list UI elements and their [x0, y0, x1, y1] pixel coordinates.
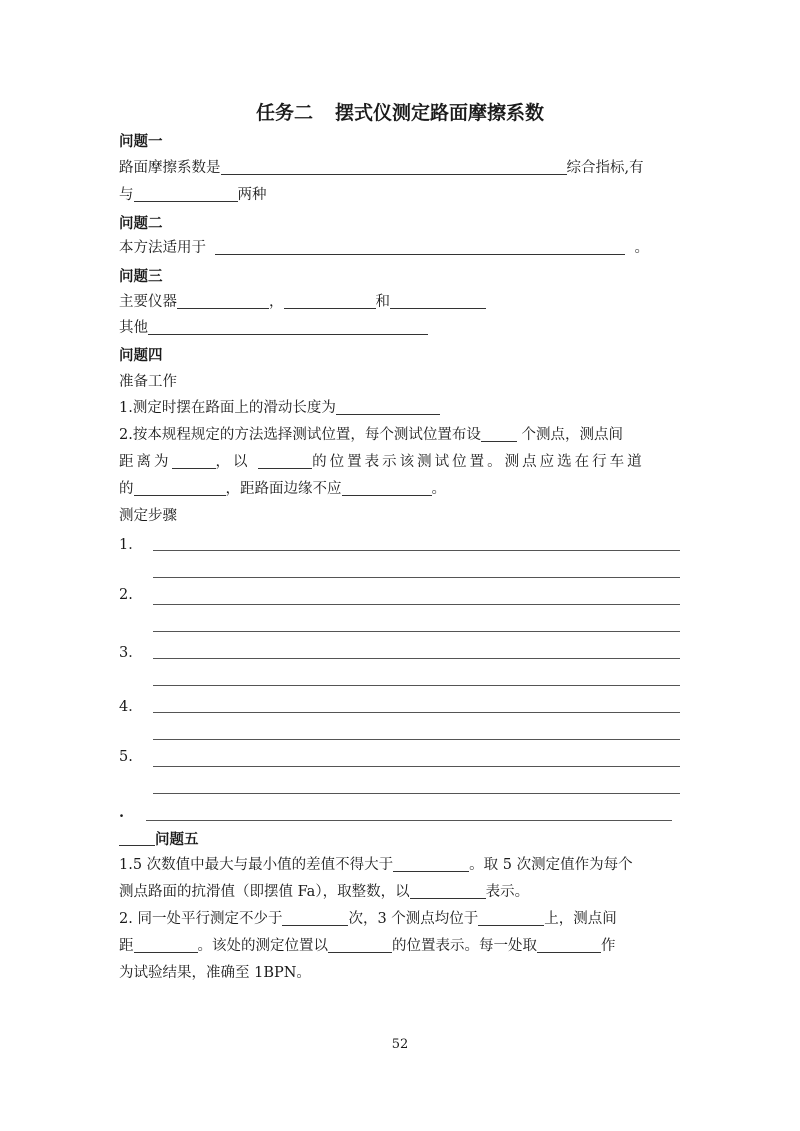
- q4-blank-1[interactable]: [336, 398, 440, 415]
- trailing-dot: .: [119, 804, 125, 821]
- q4-text: ，距路面边缘不应: [225, 481, 342, 497]
- q3-blank-1[interactable]: [177, 292, 269, 309]
- q4-blank-4[interactable]: [258, 452, 312, 469]
- step-1-line-2[interactable]: [153, 577, 680, 578]
- step-2-line-1[interactable]: [153, 604, 680, 605]
- step-5-line-2[interactable]: [153, 793, 680, 794]
- q3-blank-4[interactable]: [148, 318, 428, 335]
- q5-p2-line1: [119, 909, 617, 929]
- step-number-4: 4．: [119, 699, 143, 715]
- q5-blank-7[interactable]: [537, 936, 601, 953]
- title-topic: 摆式仪测定路面摩擦系数: [335, 102, 545, 124]
- q4-blank-3[interactable]: [172, 452, 216, 469]
- q2-line: [119, 238, 649, 258]
- step-3-line-2[interactable]: [153, 685, 680, 686]
- q1-blank-2[interactable]: [134, 185, 238, 202]
- q2-text: 本方法适用于: [119, 240, 206, 256]
- q5-text: 上，测点间: [544, 911, 617, 927]
- q1-line2: [119, 185, 267, 205]
- q3-blank-2[interactable]: [284, 292, 376, 309]
- q1-blank-1[interactable]: [221, 158, 567, 175]
- q5-blank-3[interactable]: [282, 909, 348, 926]
- page-number: 52: [391, 1037, 409, 1052]
- title-task: 任务二: [255, 102, 313, 124]
- q1-line1: [119, 158, 644, 178]
- page-title: [0, 98, 800, 125]
- q5-text: 。该处的测定位置以: [197, 938, 328, 954]
- q4-text: 个测点，测点间: [516, 427, 623, 443]
- q1-text: 综合指标,有: [566, 160, 644, 176]
- q5-p1-line2: [119, 882, 529, 902]
- q5-text: 作: [601, 938, 616, 954]
- q4-steps-label: 测定步骤: [119, 508, 177, 524]
- q5-text: 次，3 个测点均位于: [348, 911, 479, 927]
- q5-blank-4[interactable]: [478, 909, 544, 926]
- q3-heading: 问题三: [119, 269, 163, 285]
- q4-heading: 问题四: [119, 348, 163, 364]
- q3-line2: [119, 318, 428, 338]
- step-3-line-1[interactable]: [153, 658, 680, 659]
- q4-text: 。: [431, 481, 446, 497]
- q4-text: ，以: [215, 454, 251, 470]
- q5-blank-1[interactable]: [393, 855, 469, 872]
- q3-text: 主要仪器: [119, 294, 177, 310]
- q5-p2-line3: 为试验结果，准确至 1BPN。: [119, 965, 311, 981]
- q5-text: 距: [119, 938, 134, 954]
- q4-prep-label: 准备工作: [119, 374, 177, 390]
- q5-text: 1.5 次数值中最大与最小值的差值不得大于: [119, 857, 394, 873]
- q5-blank-6[interactable]: [328, 936, 392, 953]
- q4-text: 2.按本规程规定的方法选择测试位置，每个测试位置布设: [119, 427, 481, 443]
- q3-line1: [119, 292, 486, 312]
- q1-text: 与: [119, 187, 134, 203]
- q5-text: 表示。: [485, 884, 530, 900]
- q4-item2-line3: [119, 479, 446, 499]
- q4-blank-2[interactable]: [481, 425, 517, 442]
- q4-blank-5[interactable]: [134, 479, 226, 496]
- step-2-line-2[interactable]: [153, 631, 680, 632]
- q2-heading: 问题二: [119, 216, 163, 232]
- q5-p2-line2: [119, 936, 616, 956]
- q5-text: 测点路面的抗滑值（即摆值 Fa），取整数，以: [119, 884, 410, 900]
- q5-text: 2. 同一处平行测定不少于: [119, 911, 283, 927]
- q5-leading-blank[interactable]: [119, 829, 155, 846]
- step-4-line-2[interactable]: [153, 739, 680, 740]
- q4-text: 的: [119, 481, 134, 497]
- step-number-1: 1．: [119, 537, 143, 553]
- q5-heading-row: [119, 828, 199, 849]
- q4-item1: [119, 398, 440, 418]
- q4-text: 距离为: [119, 454, 172, 470]
- q5-blank-5[interactable]: [134, 936, 198, 953]
- step-number-5: 5.: [119, 749, 133, 765]
- q4-text: 1.测定时摆在路面上的滑动长度为: [119, 400, 336, 416]
- q1-text: 路面摩擦系数是: [119, 160, 221, 176]
- extra-line[interactable]: [146, 820, 672, 821]
- q3-blank-3[interactable]: [390, 292, 486, 309]
- q5-text: 的位置表示。每一处取: [392, 938, 537, 954]
- q5-p1-line1: [119, 855, 633, 875]
- q1-heading: 问题一: [119, 134, 163, 150]
- q4-item2-line2: [119, 452, 645, 472]
- q4-text: 的位置表示该测试位置。测点应选在行车道: [312, 454, 645, 470]
- q2-blank[interactable]: [215, 238, 625, 255]
- step-number-2: 2.: [119, 587, 133, 603]
- step-1-line-1[interactable]: [153, 550, 680, 551]
- q3-text: 和: [375, 294, 390, 310]
- q5-text: 。取 5 次测定值作为每个: [469, 857, 633, 873]
- q2-text: 。: [634, 240, 649, 256]
- step-4-line-1[interactable]: [153, 712, 680, 713]
- q4-blank-6[interactable]: [342, 479, 432, 496]
- step-number-3: 3．: [119, 645, 143, 661]
- q3-text: ，: [269, 294, 284, 310]
- q4-item2-line1: [119, 425, 623, 445]
- step-5-line-1[interactable]: [153, 766, 680, 767]
- q5-blank-2[interactable]: [410, 882, 486, 899]
- q1-text: 两种: [237, 187, 267, 203]
- q5-heading: 问题五: [155, 832, 199, 848]
- q3-text: 其他: [119, 320, 148, 336]
